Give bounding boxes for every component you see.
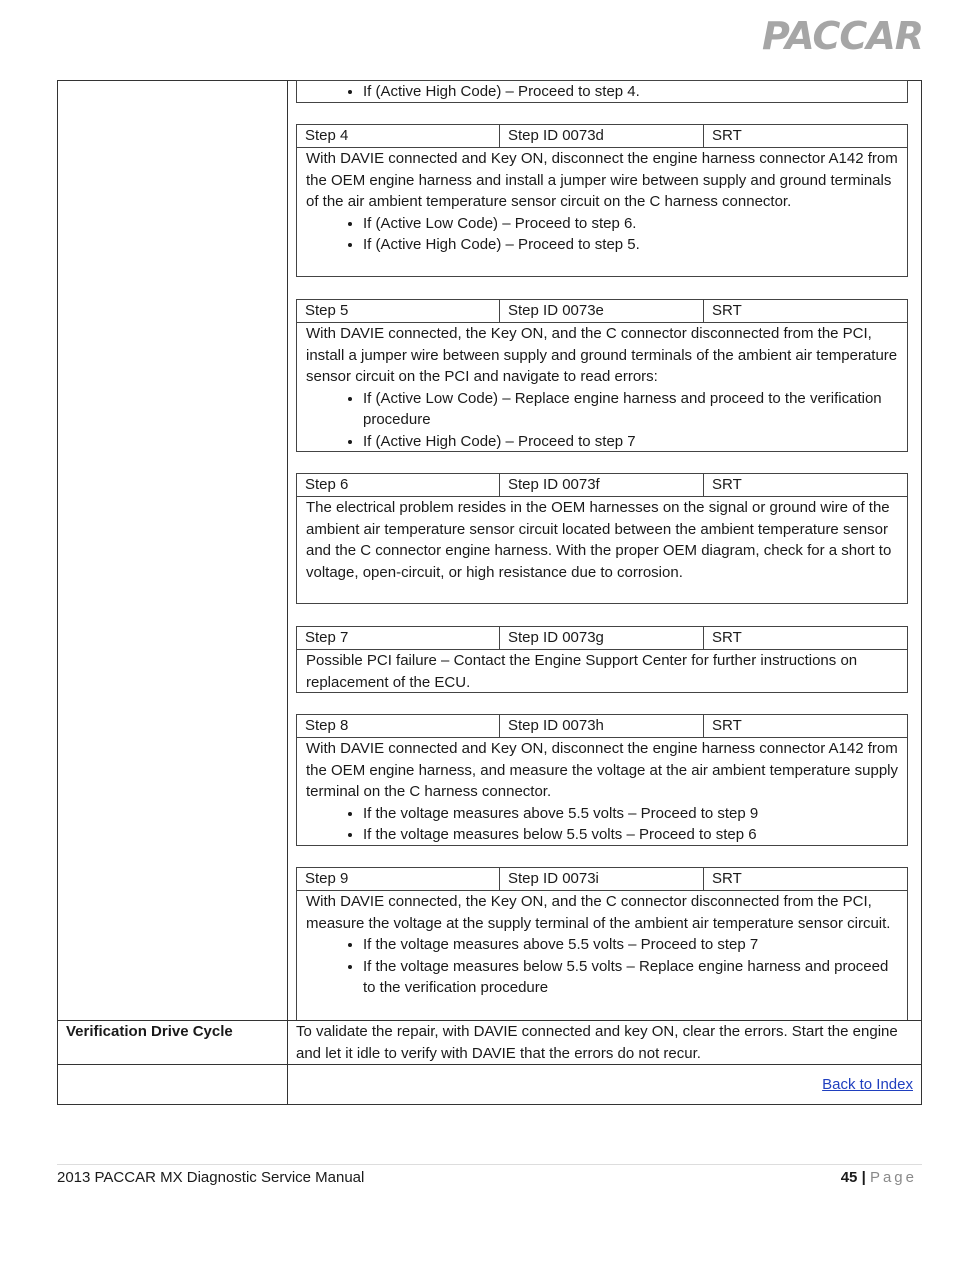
- step-3-continuation: [296, 80, 908, 103]
- step-id: Step ID 0073d: [500, 125, 704, 147]
- step-8-box: [296, 714, 908, 846]
- paccar-logo: PACCAR: [761, 14, 923, 58]
- step-id: Step ID 0073h: [500, 715, 704, 737]
- bullet-item: • If (Active High Code) – Proceed to step 7: [363, 431, 899, 453]
- step-number: Step 5: [297, 300, 500, 322]
- bullet-item: • If (Active High Code) – Proceed to step 4.: [363, 81, 899, 102]
- step-srt: SRT: [712, 127, 742, 144]
- bullet-item: • If (Active Low Code) – Replace engine harness and proceed to the verification procedure: [363, 388, 899, 431]
- bullet-list: [306, 388, 899, 453]
- step-4-box: [296, 124, 908, 277]
- bullet-item: • If the voltage measures above 5.5 volts – Proceed to step 9: [363, 803, 899, 825]
- bullet-list: [306, 81, 899, 102]
- page-number-value: 45: [840, 1169, 858, 1186]
- column-divider: [287, 81, 288, 1104]
- step-number: Step 6: [297, 474, 500, 496]
- step-number: Step 4: [297, 125, 500, 147]
- step-id: Step ID 0073g: [500, 627, 704, 649]
- step-description: With DAVIE connected, the Key ON, and the C connector disconnected from the PCI, install a jumper wire between supply and ground terminals of the ambient air temperature sensor circuit on the PCI and navigate to read errors:: [306, 325, 898, 386]
- step-srt: SRT: [712, 302, 742, 319]
- bullet-list: [306, 934, 899, 999]
- step-number: Step 7: [297, 627, 500, 649]
- step-6-box: [296, 473, 908, 604]
- bullet-item: • If the voltage measures above 5.5 volts – Proceed to step 7: [363, 934, 899, 956]
- page-separator: |: [861, 1169, 866, 1186]
- step-7-box: [296, 626, 908, 693]
- step-description: With DAVIE connected and Key ON, disconnect the engine harness connector A142 from the OEM engine harness, and measure the voltage at the air ambient temperature supply terminal on the C harness connector.: [306, 740, 899, 801]
- step-number: Step 9: [297, 868, 500, 890]
- verification-label: Verification Drive Cycle: [66, 1023, 233, 1040]
- step-description: With DAVIE connected, the Key ON, and the C connector disconnected from the PCI, measure the voltage at the supply terminal of the ambient air temperature sensor circuit.: [306, 893, 891, 932]
- step-srt: SRT: [712, 717, 742, 734]
- step-srt: SRT: [712, 870, 742, 887]
- back-to-index-link[interactable]: Back to Index: [822, 1076, 913, 1093]
- page-number: [841, 1167, 917, 1189]
- bullet-list: [306, 213, 899, 256]
- step-description: Possible PCI failure – Contact the Engine Support Center for further instructions on replacement of the ECU.: [306, 652, 858, 691]
- step-id: Step ID 0073f: [500, 474, 704, 496]
- step-number: Step 8: [297, 715, 500, 737]
- step-9-box: [296, 867, 908, 1020]
- bullet-item: • If (Active Low Code) – Proceed to step 6.: [363, 213, 899, 235]
- bullet-item: • If the voltage measures below 5.5 volts – Proceed to step 6: [363, 824, 899, 846]
- step-srt: SRT: [712, 476, 742, 493]
- step-id: Step ID 0073i: [500, 868, 704, 890]
- step-id: Step ID 0073e: [500, 300, 704, 322]
- step-srt: SRT: [712, 629, 742, 646]
- bullet-item: • If (Active High Code) – Proceed to step 5.: [363, 234, 899, 256]
- page-word: Page: [869, 1169, 917, 1186]
- footer-divider: [57, 1164, 922, 1165]
- bullet-list: [306, 803, 899, 846]
- bullet-item: • If the voltage measures below 5.5 volts – Replace engine harness and proceed to the verification procedure: [363, 956, 899, 999]
- step-description: The electrical problem resides in the OEM harnesses on the signal or ground wire of the ambient air temperature sensor circuit located between the ambient temperature sensor and the C connector engine harness. With the proper OEM diagram, check for a short to voltage, open-circuit, or high resistance due to corrosion.: [306, 499, 892, 581]
- footer-title: 2013 PACCAR MX Diagnostic Service Manual: [57, 1169, 365, 1186]
- step-5-box: [296, 299, 908, 452]
- step-description: With DAVIE connected and Key ON, disconnect the engine harness connector A142 from the OEM engine harness and install a jumper wire between supply and ground terminals of the air ambient temperature sensor circuit on the C harness connector.: [306, 150, 898, 211]
- verification-text: To validate the repair, with DAVIE connected and key ON, clear the errors. Start the engine and let it idle to verify with DAVIE that the errors do not recur.: [296, 1023, 898, 1062]
